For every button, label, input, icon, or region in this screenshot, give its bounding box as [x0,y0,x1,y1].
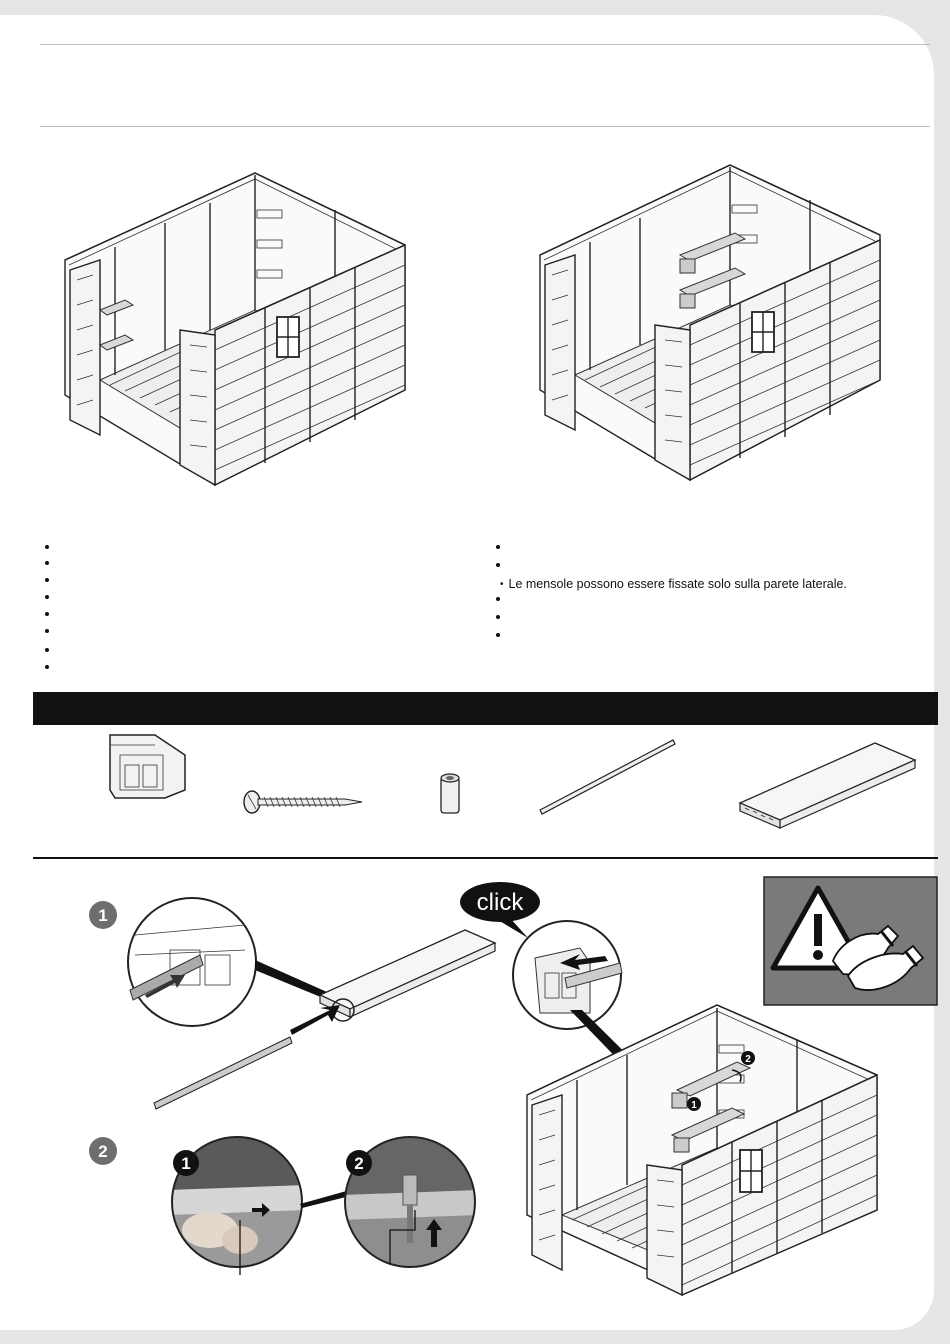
bullet [45,665,49,669]
bracket-part [105,730,190,800]
bullet [45,545,49,549]
step-1-board-assembly [150,925,500,1110]
header-bottom-rule [40,126,930,127]
step-2-number: 2 [98,1142,108,1161]
warning-gloves-icon [763,876,938,1006]
shelf-step-1-number: 1 [691,1100,697,1111]
bullet [496,615,500,619]
detail-2-number: 2 [354,1154,364,1173]
bullet [45,595,49,599]
step-1-number: 1 [98,906,108,925]
bullet [45,612,49,616]
bullet [45,578,49,582]
bullet: • [500,579,504,590]
rod-part [538,738,678,818]
shed-right-illustration [530,155,900,485]
step-2-badge [88,1136,118,1166]
shelf-note-text: Le mensole possono essere fissate solo sulla parete laterale. [508,577,847,591]
bullet [45,561,49,565]
bullet [496,597,500,601]
shelf-note [500,577,847,591]
shelf-board-part [735,738,920,833]
bullet [45,629,49,633]
pointer-lines [230,1210,430,1280]
screw-part [240,788,365,818]
bullet [496,563,500,567]
spacer-part [438,772,463,817]
section-separator [33,857,938,859]
bullet [45,648,49,652]
shed-left-illustration [55,165,425,495]
shelf-step-2-number: 2 [745,1054,751,1065]
bullet [496,633,500,637]
step-1-badge [88,900,118,930]
click-label: click [476,889,524,916]
bullet [496,545,500,549]
header-top-rule [40,44,930,45]
parts-header-bar [33,692,938,725]
shed-install-illustration [522,1000,897,1295]
detail-1-number: 1 [181,1154,191,1173]
